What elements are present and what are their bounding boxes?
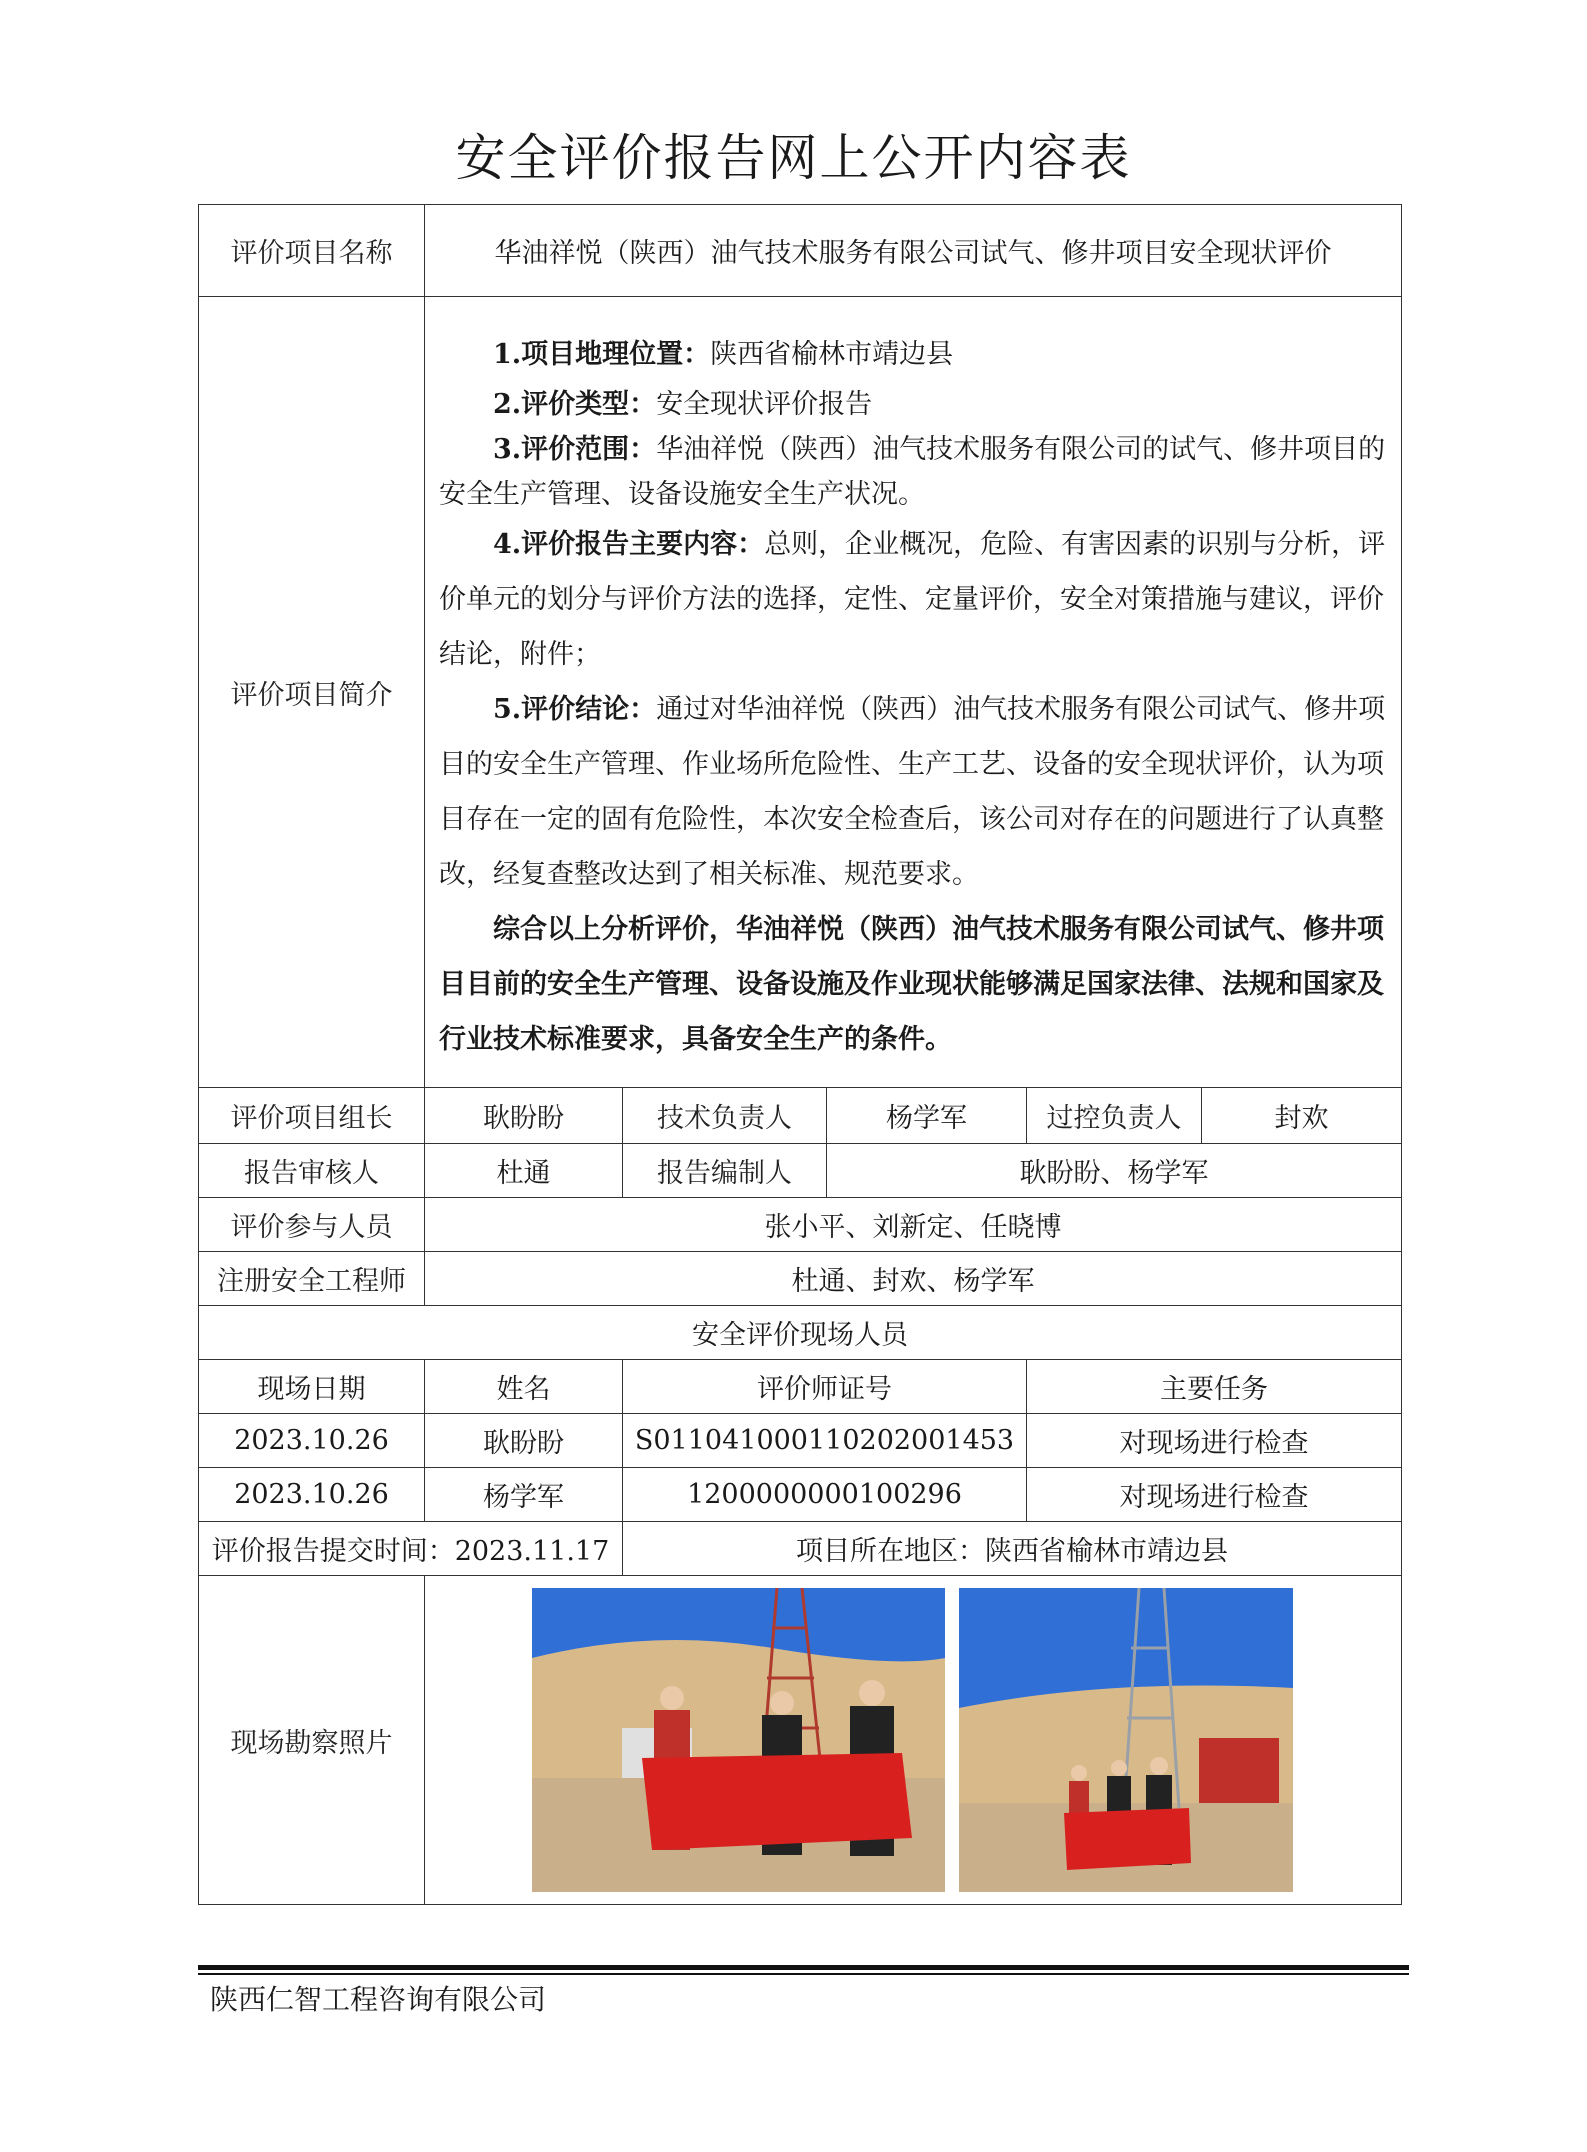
footer-rule <box>198 1965 1409 1970</box>
site-photo-2 <box>959 1588 1293 1892</box>
project-name-label: 评价项目名称 <box>199 205 425 297</box>
disclosure-table <box>198 204 1402 1905</box>
project-region: 项目所在地区：陕西省榆林市靖边县 <box>623 1522 1402 1576</box>
onsite-name: 耿盼盼 <box>425 1414 623 1468</box>
submit-row <box>199 1522 1402 1576</box>
team-row-2 <box>199 1144 1402 1198</box>
intro-item-text: 总则，企业概况，危险、有害因素的识别与分析，评价单元的划分与评价方法的选择，定性、定量评价，安全对策措施与建议，评价结论，附件； <box>439 529 1386 670</box>
onsite-name: 杨学军 <box>425 1468 623 1522</box>
footer-company: 陕西仁智工程咨询有限公司 <box>210 1983 547 2016</box>
intro-item-text: 华油祥悦（陕西）油气技术服务有限公司的试气、修井项目的安全生产管理、设备设施安全生产状况。 <box>439 434 1386 510</box>
photos-container <box>425 1576 1401 1904</box>
leader-label: 评价项目组长 <box>199 1088 425 1144</box>
onsite-section-row <box>199 1306 1402 1360</box>
intro-conclusion: 综合以上分析评价，华油祥悦（陕西）油气技术服务有限公司试气、修井项目目前的安全生产管理、设备设施及作业现状能够满足国家法律、法规和国家及行业技术标准要求，具备安全生产的条件。 <box>439 914 1384 1055</box>
intro-item <box>439 427 1387 517</box>
intro-item <box>439 327 1387 382</box>
team-row-1 <box>199 1088 1402 1144</box>
intro-item-head: 3.评价范围： <box>493 434 657 465</box>
participants-value: 张小平、刘新定、任晓博 <box>425 1198 1402 1252</box>
page-title: 安全评价报告网上公开内容表 <box>455 129 1132 187</box>
intro-item <box>439 517 1387 682</box>
onsite-header-name: 姓名 <box>425 1360 623 1414</box>
process-label: 过控负责人 <box>1027 1088 1202 1144</box>
onsite-row <box>199 1414 1402 1468</box>
editor-label: 报告编制人 <box>623 1144 827 1198</box>
participants-row <box>199 1198 1402 1252</box>
intro-content <box>425 297 1402 1088</box>
editor-value: 耿盼盼、杨学军 <box>827 1144 1402 1198</box>
footer-rule-thin <box>198 1973 1409 1975</box>
onsite-cert: S011041000110202001453 <box>623 1414 1027 1468</box>
onsite-cert: 1200000000100296 <box>623 1468 1027 1522</box>
leader-value: 耿盼盼 <box>425 1088 623 1144</box>
project-name-value: 华油祥悦（陕西）油气技术服务有限公司试气、修井项目安全现状评价 <box>425 205 1402 297</box>
intro-item-head: 1.项目地理位置： <box>493 339 711 370</box>
tech-label: 技术负责人 <box>623 1088 827 1144</box>
tech-value: 杨学军 <box>827 1088 1027 1144</box>
photos-row <box>199 1576 1402 1905</box>
intro-item <box>439 382 1387 427</box>
intro-item-head: 4.评价报告主要内容： <box>493 529 765 560</box>
intro-label: 评价项目简介 <box>199 297 425 1088</box>
intro-item <box>439 682 1387 902</box>
onsite-task: 对现场进行检查 <box>1027 1414 1402 1468</box>
intro-item-text: 陕西省榆林市靖边县 <box>710 339 954 370</box>
intro-item-text: 安全现状评价报告 <box>656 389 873 420</box>
participants-label: 评价参与人员 <box>199 1198 425 1252</box>
project-name-row <box>199 205 1402 297</box>
onsite-header-row <box>199 1360 1402 1414</box>
onsite-header-cert: 评价师证号 <box>623 1360 1027 1414</box>
intro-item-text: 通过对华油祥悦（陕西）油气技术服务有限公司试气、修井项目的安全生产管理、作业场所危险性、生产工艺、设备的安全现状评价，认为项目存在一定的固有危险性，本次安全检查后，该公司对存在的问题进行了认真整改，经复查整改达到了相关标准、规范要求。 <box>439 694 1386 890</box>
submit-time: 评价报告提交时间：2023.11.17 <box>199 1522 623 1576</box>
red-banner <box>642 1753 912 1850</box>
photos-label: 现场勘察照片 <box>199 1576 425 1905</box>
engineers-row <box>199 1252 1402 1306</box>
onsite-header-task: 主要任务 <box>1027 1360 1402 1414</box>
onsite-header-date: 现场日期 <box>199 1360 425 1414</box>
intro-row <box>199 297 1402 1088</box>
reviewer-value: 杜通 <box>425 1144 623 1198</box>
engineers-label: 注册安全工程师 <box>199 1252 425 1306</box>
onsite-task: 对现场进行检查 <box>1027 1468 1402 1522</box>
truck <box>1199 1738 1279 1803</box>
process-value: 封欢 <box>1202 1088 1402 1144</box>
intro-item-head: 2.评价类型： <box>493 389 657 420</box>
onsite-section-title: 安全评价现场人员 <box>199 1306 1402 1360</box>
engineers-value: 杜通、封欢、杨学军 <box>425 1252 1402 1306</box>
onsite-date: 2023.10.26 <box>199 1468 425 1522</box>
onsite-date: 2023.10.26 <box>199 1414 425 1468</box>
intro-item-head: 5.评价结论： <box>493 694 657 725</box>
site-photo-1 <box>532 1588 945 1892</box>
onsite-row <box>199 1468 1402 1522</box>
reviewer-label: 报告审核人 <box>199 1144 425 1198</box>
red-banner <box>1064 1808 1191 1870</box>
photos-cell <box>425 1576 1402 1905</box>
